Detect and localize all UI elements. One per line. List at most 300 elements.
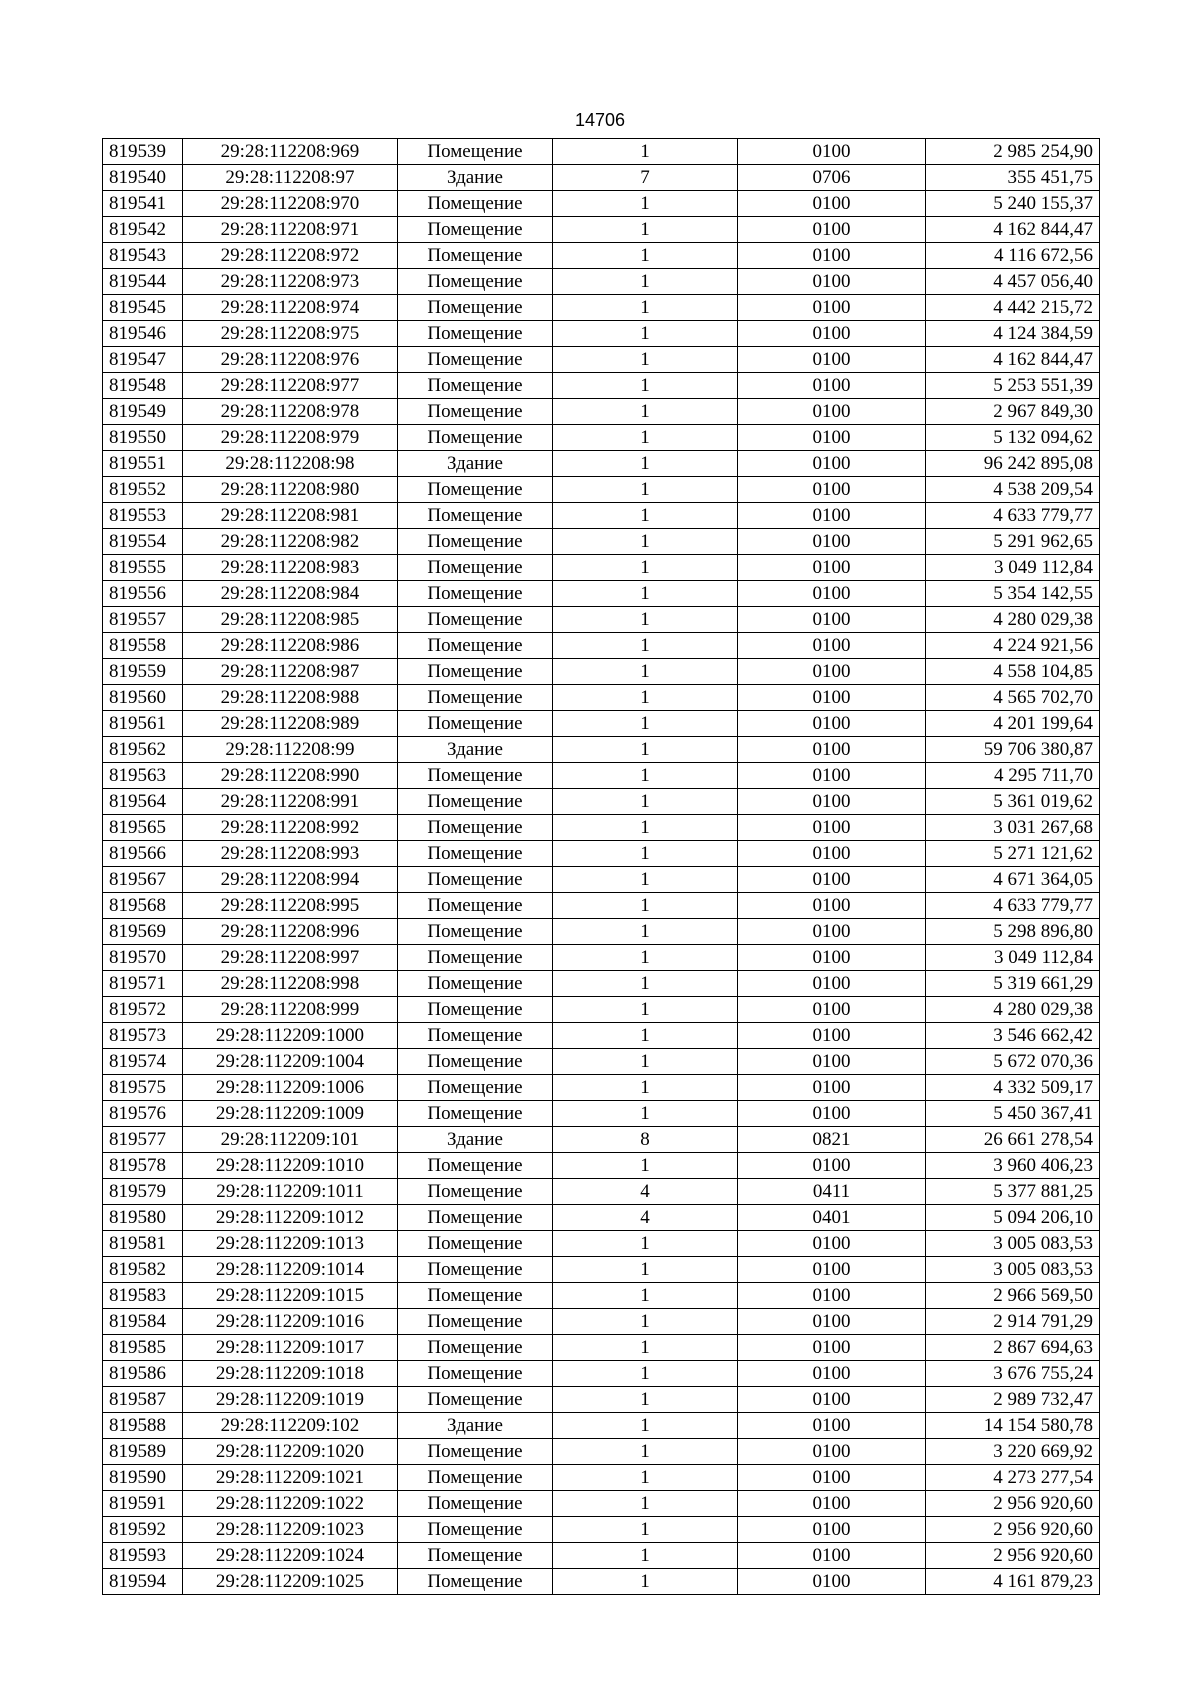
object-type-cell: Помещение [398, 1283, 553, 1309]
cadastral-value-cell: 4 280 029,38 [926, 997, 1100, 1023]
table-row [103, 1361, 1100, 1387]
object-type-cell: Помещение [398, 217, 553, 243]
table-row [103, 321, 1100, 347]
cadastral-value-cell: 4 280 029,38 [926, 607, 1100, 633]
group-cell: 1 [553, 1387, 738, 1413]
code-cell: 0100 [738, 1387, 926, 1413]
code-cell: 0100 [738, 321, 926, 347]
cadastral-number-cell: 29:28:112208:995 [183, 893, 398, 919]
cadastral-value-cell: 4 295 711,70 [926, 763, 1100, 789]
object-type-cell: Помещение [398, 1517, 553, 1543]
object-type-cell: Помещение [398, 139, 553, 165]
object-type-cell: Помещение [398, 789, 553, 815]
group-cell: 1 [553, 711, 738, 737]
object-type-cell: Помещение [398, 1153, 553, 1179]
group-cell: 1 [553, 1569, 738, 1595]
row-number-cell: 819578 [103, 1153, 183, 1179]
table-row [103, 1101, 1100, 1127]
cadastral-number-cell: 29:28:112209:1000 [183, 1023, 398, 1049]
cadastral-number-cell: 29:28:112209:1017 [183, 1335, 398, 1361]
cadastral-number-cell: 29:28:112209:1012 [183, 1205, 398, 1231]
row-number-cell: 819590 [103, 1465, 183, 1491]
cadastral-number-cell: 29:28:112208:997 [183, 945, 398, 971]
object-type-cell: Помещение [398, 971, 553, 997]
cadastral-number-cell: 29:28:112208:987 [183, 659, 398, 685]
object-type-cell: Помещение [398, 1361, 553, 1387]
table-row [103, 1257, 1100, 1283]
object-type-cell: Помещение [398, 711, 553, 737]
code-cell: 0401 [738, 1205, 926, 1231]
row-number-cell: 819550 [103, 425, 183, 451]
code-cell: 0100 [738, 1023, 926, 1049]
row-number-cell: 819566 [103, 841, 183, 867]
table-row [103, 1439, 1100, 1465]
row-number-cell: 819541 [103, 191, 183, 217]
object-type-cell: Помещение [398, 815, 553, 841]
table-row [103, 243, 1100, 269]
table-row [103, 919, 1100, 945]
table-row [103, 1127, 1100, 1153]
cadastral-number-cell: 29:28:112209:1021 [183, 1465, 398, 1491]
object-type-cell: Помещение [398, 1309, 553, 1335]
group-cell: 1 [553, 399, 738, 425]
group-cell: 1 [553, 1153, 738, 1179]
table-row [103, 1517, 1100, 1543]
row-number-cell: 819583 [103, 1283, 183, 1309]
cadastral-value-cell: 5 361 019,62 [926, 789, 1100, 815]
cadastral-number-cell: 29:28:112208:980 [183, 477, 398, 503]
cadastral-number-cell: 29:28:112208:991 [183, 789, 398, 815]
object-type-cell: Помещение [398, 659, 553, 685]
cadastral-value-cell: 59 706 380,87 [926, 737, 1100, 763]
table-row [103, 1543, 1100, 1569]
cadastral-number-cell: 29:28:112208:973 [183, 269, 398, 295]
row-number-cell: 819557 [103, 607, 183, 633]
row-number-cell: 819547 [103, 347, 183, 373]
code-cell: 0100 [738, 139, 926, 165]
group-cell: 1 [553, 1231, 738, 1257]
code-cell: 0100 [738, 685, 926, 711]
cadastral-number-cell: 29:28:112208:986 [183, 633, 398, 659]
table-row [103, 1023, 1100, 1049]
row-number-cell: 819574 [103, 1049, 183, 1075]
row-number-cell: 819555 [103, 555, 183, 581]
cadastral-value-cell: 5 298 896,80 [926, 919, 1100, 945]
table-row [103, 1413, 1100, 1439]
table-row [103, 165, 1100, 191]
object-type-cell: Помещение [398, 919, 553, 945]
object-type-cell: Помещение [398, 1569, 553, 1595]
code-cell: 0100 [738, 1049, 926, 1075]
row-number-cell: 819565 [103, 815, 183, 841]
row-number-cell: 819569 [103, 919, 183, 945]
table-row [103, 503, 1100, 529]
cadastral-number-cell: 29:28:112209:1016 [183, 1309, 398, 1335]
cadastral-number-cell: 29:28:112208:982 [183, 529, 398, 555]
cadastral-number-cell: 29:28:112208:985 [183, 607, 398, 633]
table-row [103, 867, 1100, 893]
table-row [103, 815, 1100, 841]
code-cell: 0100 [738, 1257, 926, 1283]
cadastral-value-cell: 4 124 384,59 [926, 321, 1100, 347]
row-number-cell: 819561 [103, 711, 183, 737]
cadastral-value-cell: 355 451,75 [926, 165, 1100, 191]
cadastral-number-cell: 29:28:112209:1015 [183, 1283, 398, 1309]
group-cell: 1 [553, 191, 738, 217]
table-row [103, 737, 1100, 763]
cadastral-value-cell: 4 332 509,17 [926, 1075, 1100, 1101]
table-row [103, 685, 1100, 711]
object-type-cell: Помещение [398, 269, 553, 295]
code-cell: 0100 [738, 945, 926, 971]
group-cell: 1 [553, 243, 738, 269]
row-number-cell: 819577 [103, 1127, 183, 1153]
row-number-cell: 819568 [103, 893, 183, 919]
object-type-cell: Помещение [398, 1387, 553, 1413]
object-type-cell: Помещение [398, 555, 553, 581]
row-number-cell: 819587 [103, 1387, 183, 1413]
table-row [103, 1569, 1100, 1595]
cadastral-value-cell: 4 442 215,72 [926, 295, 1100, 321]
table-row [103, 711, 1100, 737]
table-row [103, 841, 1100, 867]
cadastral-number-cell: 29:28:112209:1014 [183, 1257, 398, 1283]
group-cell: 1 [553, 451, 738, 477]
code-cell: 0411 [738, 1179, 926, 1205]
group-cell: 1 [553, 347, 738, 373]
row-number-cell: 819562 [103, 737, 183, 763]
group-cell: 1 [553, 919, 738, 945]
group-cell: 1 [553, 1543, 738, 1569]
row-number-cell: 819548 [103, 373, 183, 399]
code-cell: 0100 [738, 815, 926, 841]
object-type-cell: Помещение [398, 841, 553, 867]
table-row [103, 659, 1100, 685]
group-cell: 1 [553, 1491, 738, 1517]
object-type-cell: Помещение [398, 1491, 553, 1517]
cadastral-value-cell: 3 031 267,68 [926, 815, 1100, 841]
row-number-cell: 819553 [103, 503, 183, 529]
row-number-cell: 819584 [103, 1309, 183, 1335]
code-cell: 0100 [738, 1543, 926, 1569]
table-row [103, 529, 1100, 555]
row-number-cell: 819549 [103, 399, 183, 425]
object-type-cell: Помещение [398, 1205, 553, 1231]
code-cell: 0100 [738, 1517, 926, 1543]
cadastral-value-cell: 3 676 755,24 [926, 1361, 1100, 1387]
code-cell: 0706 [738, 165, 926, 191]
cadastral-value-cell: 5 354 142,55 [926, 581, 1100, 607]
cadastral-value-cell: 3 960 406,23 [926, 1153, 1100, 1179]
row-number-cell: 819567 [103, 867, 183, 893]
object-type-cell: Здание [398, 1413, 553, 1439]
table-row [103, 295, 1100, 321]
object-type-cell: Помещение [398, 477, 553, 503]
table-row [103, 191, 1100, 217]
cadastral-value-cell: 5 253 551,39 [926, 373, 1100, 399]
cadastral-number-cell: 29:28:112209:1022 [183, 1491, 398, 1517]
object-type-cell: Помещение [398, 503, 553, 529]
code-cell: 0100 [738, 295, 926, 321]
cadastral-value-cell: 4 162 844,47 [926, 217, 1100, 243]
cadastral-value-cell: 3 049 112,84 [926, 945, 1100, 971]
row-number-cell: 819540 [103, 165, 183, 191]
table-row [103, 997, 1100, 1023]
object-type-cell: Помещение [398, 1023, 553, 1049]
code-cell: 0100 [738, 737, 926, 763]
code-cell: 0100 [738, 1465, 926, 1491]
cadastral-number-cell: 29:28:112208:988 [183, 685, 398, 711]
cadastral-number-cell: 29:28:112208:983 [183, 555, 398, 581]
cadastral-value-cell: 5 094 206,10 [926, 1205, 1100, 1231]
cadastral-number-cell: 29:28:112208:971 [183, 217, 398, 243]
object-type-cell: Помещение [398, 1049, 553, 1075]
table-row [103, 945, 1100, 971]
cadastral-number-cell: 29:28:112208:972 [183, 243, 398, 269]
table-row [103, 789, 1100, 815]
row-number-cell: 819579 [103, 1179, 183, 1205]
code-cell: 0100 [738, 789, 926, 815]
object-type-cell: Помещение [398, 1101, 553, 1127]
row-number-cell: 819588 [103, 1413, 183, 1439]
cadastral-value-cell: 4 633 779,77 [926, 893, 1100, 919]
group-cell: 1 [553, 1361, 738, 1387]
cadastral-value-cell: 4 565 702,70 [926, 685, 1100, 711]
object-type-cell: Помещение [398, 1257, 553, 1283]
cadastral-value-cell: 4 162 844,47 [926, 347, 1100, 373]
cadastral-number-cell: 29:28:112209:1024 [183, 1543, 398, 1569]
row-number-cell: 819554 [103, 529, 183, 555]
cadastral-number-cell: 29:28:112208:984 [183, 581, 398, 607]
row-number-cell: 819559 [103, 659, 183, 685]
table-row [103, 1283, 1100, 1309]
cadastral-value-cell: 2 956 920,60 [926, 1491, 1100, 1517]
object-type-cell: Помещение [398, 581, 553, 607]
cadastral-number-cell: 29:28:112208:998 [183, 971, 398, 997]
cadastral-value-cell: 4 671 364,05 [926, 867, 1100, 893]
code-cell: 0100 [738, 399, 926, 425]
code-cell: 0100 [738, 581, 926, 607]
cadastral-number-cell: 29:28:112208:969 [183, 139, 398, 165]
code-cell: 0100 [738, 1491, 926, 1517]
code-cell: 0100 [738, 1153, 926, 1179]
object-type-cell: Здание [398, 1127, 553, 1153]
table-row [103, 763, 1100, 789]
cadastral-number-cell: 29:28:112209:101 [183, 1127, 398, 1153]
cadastral-value-cell: 5 271 121,62 [926, 841, 1100, 867]
object-type-cell: Помещение [398, 295, 553, 321]
code-cell: 0100 [738, 607, 926, 633]
cadastral-value-cell: 3 005 083,53 [926, 1231, 1100, 1257]
object-type-cell: Помещение [398, 685, 553, 711]
code-cell: 0100 [738, 763, 926, 789]
row-number-cell: 819591 [103, 1491, 183, 1517]
cadastral-number-cell: 29:28:112208:970 [183, 191, 398, 217]
group-cell: 1 [553, 217, 738, 243]
cadastral-value-cell: 3 049 112,84 [926, 555, 1100, 581]
table-row [103, 555, 1100, 581]
row-number-cell: 819570 [103, 945, 183, 971]
table-row [103, 1309, 1100, 1335]
row-number-cell: 819558 [103, 633, 183, 659]
group-cell: 1 [553, 477, 738, 503]
row-number-cell: 819580 [103, 1205, 183, 1231]
cadastral-value-cell: 5 377 881,25 [926, 1179, 1100, 1205]
group-cell: 1 [553, 971, 738, 997]
group-cell: 1 [553, 503, 738, 529]
group-cell: 1 [553, 1075, 738, 1101]
table-row [103, 1335, 1100, 1361]
object-type-cell: Помещение [398, 321, 553, 347]
object-type-cell: Помещение [398, 1179, 553, 1205]
cadastral-value-cell: 4 633 779,77 [926, 503, 1100, 529]
code-cell: 0100 [738, 659, 926, 685]
cadastral-value-table [102, 138, 1100, 1595]
cadastral-value-cell: 3 546 662,42 [926, 1023, 1100, 1049]
cadastral-value-cell: 2 914 791,29 [926, 1309, 1100, 1335]
table-row [103, 477, 1100, 503]
cadastral-value-cell: 5 240 155,37 [926, 191, 1100, 217]
row-number-cell: 819551 [103, 451, 183, 477]
cadastral-value-cell: 4 538 209,54 [926, 477, 1100, 503]
object-type-cell: Помещение [398, 347, 553, 373]
table-row [103, 1231, 1100, 1257]
table-row [103, 269, 1100, 295]
object-type-cell: Помещение [398, 1075, 553, 1101]
cadastral-number-cell: 29:28:112208:990 [183, 763, 398, 789]
object-type-cell: Помещение [398, 1543, 553, 1569]
table-row [103, 399, 1100, 425]
cadastral-number-cell: 29:28:112208:996 [183, 919, 398, 945]
row-number-cell: 819572 [103, 997, 183, 1023]
table-row [103, 217, 1100, 243]
group-cell: 1 [553, 867, 738, 893]
cadastral-value-cell: 2 966 569,50 [926, 1283, 1100, 1309]
object-type-cell: Помещение [398, 1231, 553, 1257]
group-cell: 1 [553, 789, 738, 815]
cadastral-number-cell: 29:28:112209:102 [183, 1413, 398, 1439]
object-type-cell: Помещение [398, 529, 553, 555]
code-cell: 0100 [738, 425, 926, 451]
group-cell: 1 [553, 1465, 738, 1491]
code-cell: 0100 [738, 1309, 926, 1335]
cadastral-value-cell: 5 450 367,41 [926, 1101, 1100, 1127]
cadastral-value-cell: 5 291 962,65 [926, 529, 1100, 555]
cadastral-value-cell: 2 956 920,60 [926, 1543, 1100, 1569]
group-cell: 1 [553, 321, 738, 347]
table-row [103, 425, 1100, 451]
code-cell: 0100 [738, 971, 926, 997]
row-number-cell: 819571 [103, 971, 183, 997]
cadastral-number-cell: 29:28:112209:1004 [183, 1049, 398, 1075]
cadastral-value-cell: 2 985 254,90 [926, 139, 1100, 165]
code-cell: 0100 [738, 243, 926, 269]
group-cell: 1 [553, 1517, 738, 1543]
cadastral-number-cell: 29:28:112209:1010 [183, 1153, 398, 1179]
cadastral-number-cell: 29:28:112209:1009 [183, 1101, 398, 1127]
group-cell: 1 [553, 815, 738, 841]
table-row [103, 1153, 1100, 1179]
cadastral-number-cell: 29:28:112208:979 [183, 425, 398, 451]
row-number-cell: 819560 [103, 685, 183, 711]
cadastral-number-cell: 29:28:112209:1011 [183, 1179, 398, 1205]
code-cell: 0100 [738, 451, 926, 477]
group-cell: 1 [553, 555, 738, 581]
cadastral-number-cell: 29:28:112209:1020 [183, 1439, 398, 1465]
row-number-cell: 819539 [103, 139, 183, 165]
cadastral-value-cell: 4 558 104,85 [926, 659, 1100, 685]
group-cell: 1 [553, 659, 738, 685]
cadastral-number-cell: 29:28:112209:1018 [183, 1361, 398, 1387]
cadastral-number-cell: 29:28:112209:1006 [183, 1075, 398, 1101]
code-cell: 0100 [738, 217, 926, 243]
group-cell: 1 [553, 1101, 738, 1127]
object-type-cell: Здание [398, 737, 553, 763]
cadastral-number-cell: 29:28:112208:994 [183, 867, 398, 893]
cadastral-number-cell: 29:28:112208:999 [183, 997, 398, 1023]
group-cell: 1 [553, 295, 738, 321]
code-cell: 0100 [738, 1361, 926, 1387]
group-cell: 1 [553, 1049, 738, 1075]
cadastral-value-cell: 5 672 070,36 [926, 1049, 1100, 1075]
code-cell: 0100 [738, 633, 926, 659]
cadastral-number-cell: 29:28:112208:977 [183, 373, 398, 399]
cadastral-number-cell: 29:28:112209:1025 [183, 1569, 398, 1595]
cadastral-value-cell: 96 242 895,08 [926, 451, 1100, 477]
group-cell: 1 [553, 737, 738, 763]
cadastral-number-cell: 29:28:112208:97 [183, 165, 398, 191]
cadastral-value-cell: 4 116 672,56 [926, 243, 1100, 269]
object-type-cell: Помещение [398, 867, 553, 893]
code-cell: 0100 [738, 997, 926, 1023]
object-type-cell: Помещение [398, 399, 553, 425]
group-cell: 4 [553, 1179, 738, 1205]
object-type-cell: Помещение [398, 243, 553, 269]
table-row [103, 581, 1100, 607]
row-number-cell: 819542 [103, 217, 183, 243]
cadastral-value-cell: 4 201 199,64 [926, 711, 1100, 737]
table-row [103, 139, 1100, 165]
row-number-cell: 819543 [103, 243, 183, 269]
cadastral-number-cell: 29:28:112208:989 [183, 711, 398, 737]
cadastral-value-cell: 4 457 056,40 [926, 269, 1100, 295]
row-number-cell: 819594 [103, 1569, 183, 1595]
row-number-cell: 819552 [103, 477, 183, 503]
table-row [103, 971, 1100, 997]
cadastral-value-cell: 2 867 694,63 [926, 1335, 1100, 1361]
table-row [103, 373, 1100, 399]
code-cell: 0100 [738, 529, 926, 555]
group-cell: 1 [553, 997, 738, 1023]
table-row [103, 1465, 1100, 1491]
row-number-cell: 819582 [103, 1257, 183, 1283]
cadastral-value-cell: 5 132 094,62 [926, 425, 1100, 451]
group-cell: 1 [553, 1309, 738, 1335]
object-type-cell: Помещение [398, 997, 553, 1023]
cadastral-number-cell: 29:28:112208:978 [183, 399, 398, 425]
group-cell: 1 [553, 893, 738, 919]
object-type-cell: Помещение [398, 893, 553, 919]
code-cell: 0100 [738, 1335, 926, 1361]
cadastral-value-cell: 3 220 669,92 [926, 1439, 1100, 1465]
code-cell: 0100 [738, 919, 926, 945]
code-cell: 0100 [738, 191, 926, 217]
code-cell: 0100 [738, 1413, 926, 1439]
group-cell: 1 [553, 1283, 738, 1309]
row-number-cell: 819544 [103, 269, 183, 295]
table-row [103, 1491, 1100, 1517]
cadastral-number-cell: 29:28:112208:974 [183, 295, 398, 321]
